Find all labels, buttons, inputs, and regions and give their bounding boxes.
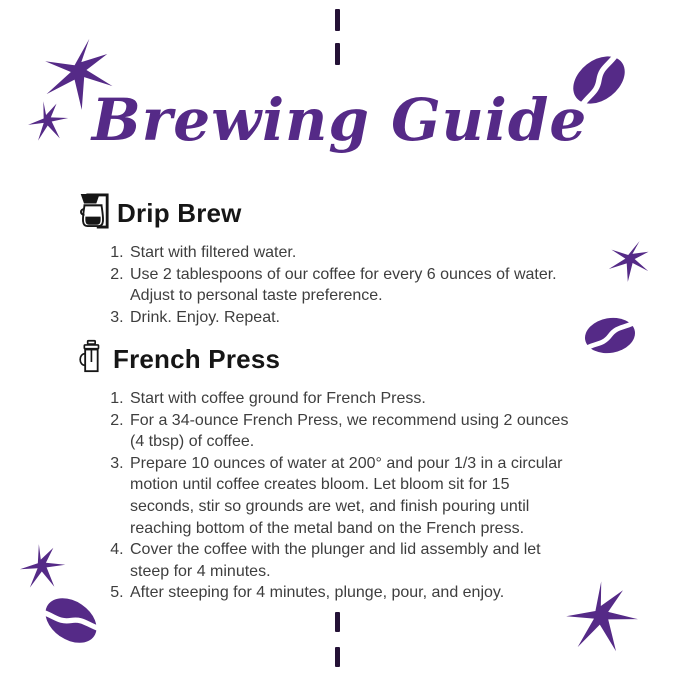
french-press-icon xyxy=(76,338,106,381)
dash-segment xyxy=(335,43,340,65)
drip-brew-steps xyxy=(76,242,574,328)
step-item: 1. Start with coffee ground for French Press. xyxy=(128,388,574,410)
dashed-line-top xyxy=(335,9,340,65)
section-heading: Drip Brew xyxy=(117,198,242,228)
section-heading: French Press xyxy=(113,344,281,374)
step-item: 1. Start with filtered water. xyxy=(128,242,574,264)
step-item: 2. Use 2 tablespoons of our coffee for every 6 ounces of water. Adjust to personal taste preference. xyxy=(128,264,574,307)
step-item: 3. Prepare 10 ounces of water at 200° and pour 1/3 in a circular motion until coffee creates bloom. Let bloom sit for 15 seconds, stir so grounds are wet, and finish pouring until reaching bottom of the metal band on the French press. xyxy=(128,453,574,539)
dash-segment xyxy=(335,9,340,31)
step-item: 2. For a 34-ounce French Press, we recommend using 2 ounces (4 tbsp) of coffee. xyxy=(128,410,574,453)
dashed-line-bottom xyxy=(335,612,340,667)
step-item: 4. Cover the coffee with the plunger and lid assembly and let steep for 4 minutes. xyxy=(128,539,574,582)
sparkle-star-icon xyxy=(601,231,658,288)
section-drip-brew xyxy=(76,192,606,328)
dash-segment xyxy=(335,647,340,667)
section-french-press xyxy=(76,338,606,604)
dash-segment xyxy=(335,612,340,632)
step-item: 3. Drink. Enjoy. Repeat. xyxy=(128,307,574,329)
sparkle-star-icon xyxy=(14,538,71,595)
step-item: 5. After steeping for 4 minutes, plunge, pour, and enjoy. xyxy=(128,582,574,604)
drip-coffee-maker-icon xyxy=(76,192,110,235)
french-press-steps xyxy=(76,388,574,604)
page-title: Brewing Guide xyxy=(91,86,588,154)
